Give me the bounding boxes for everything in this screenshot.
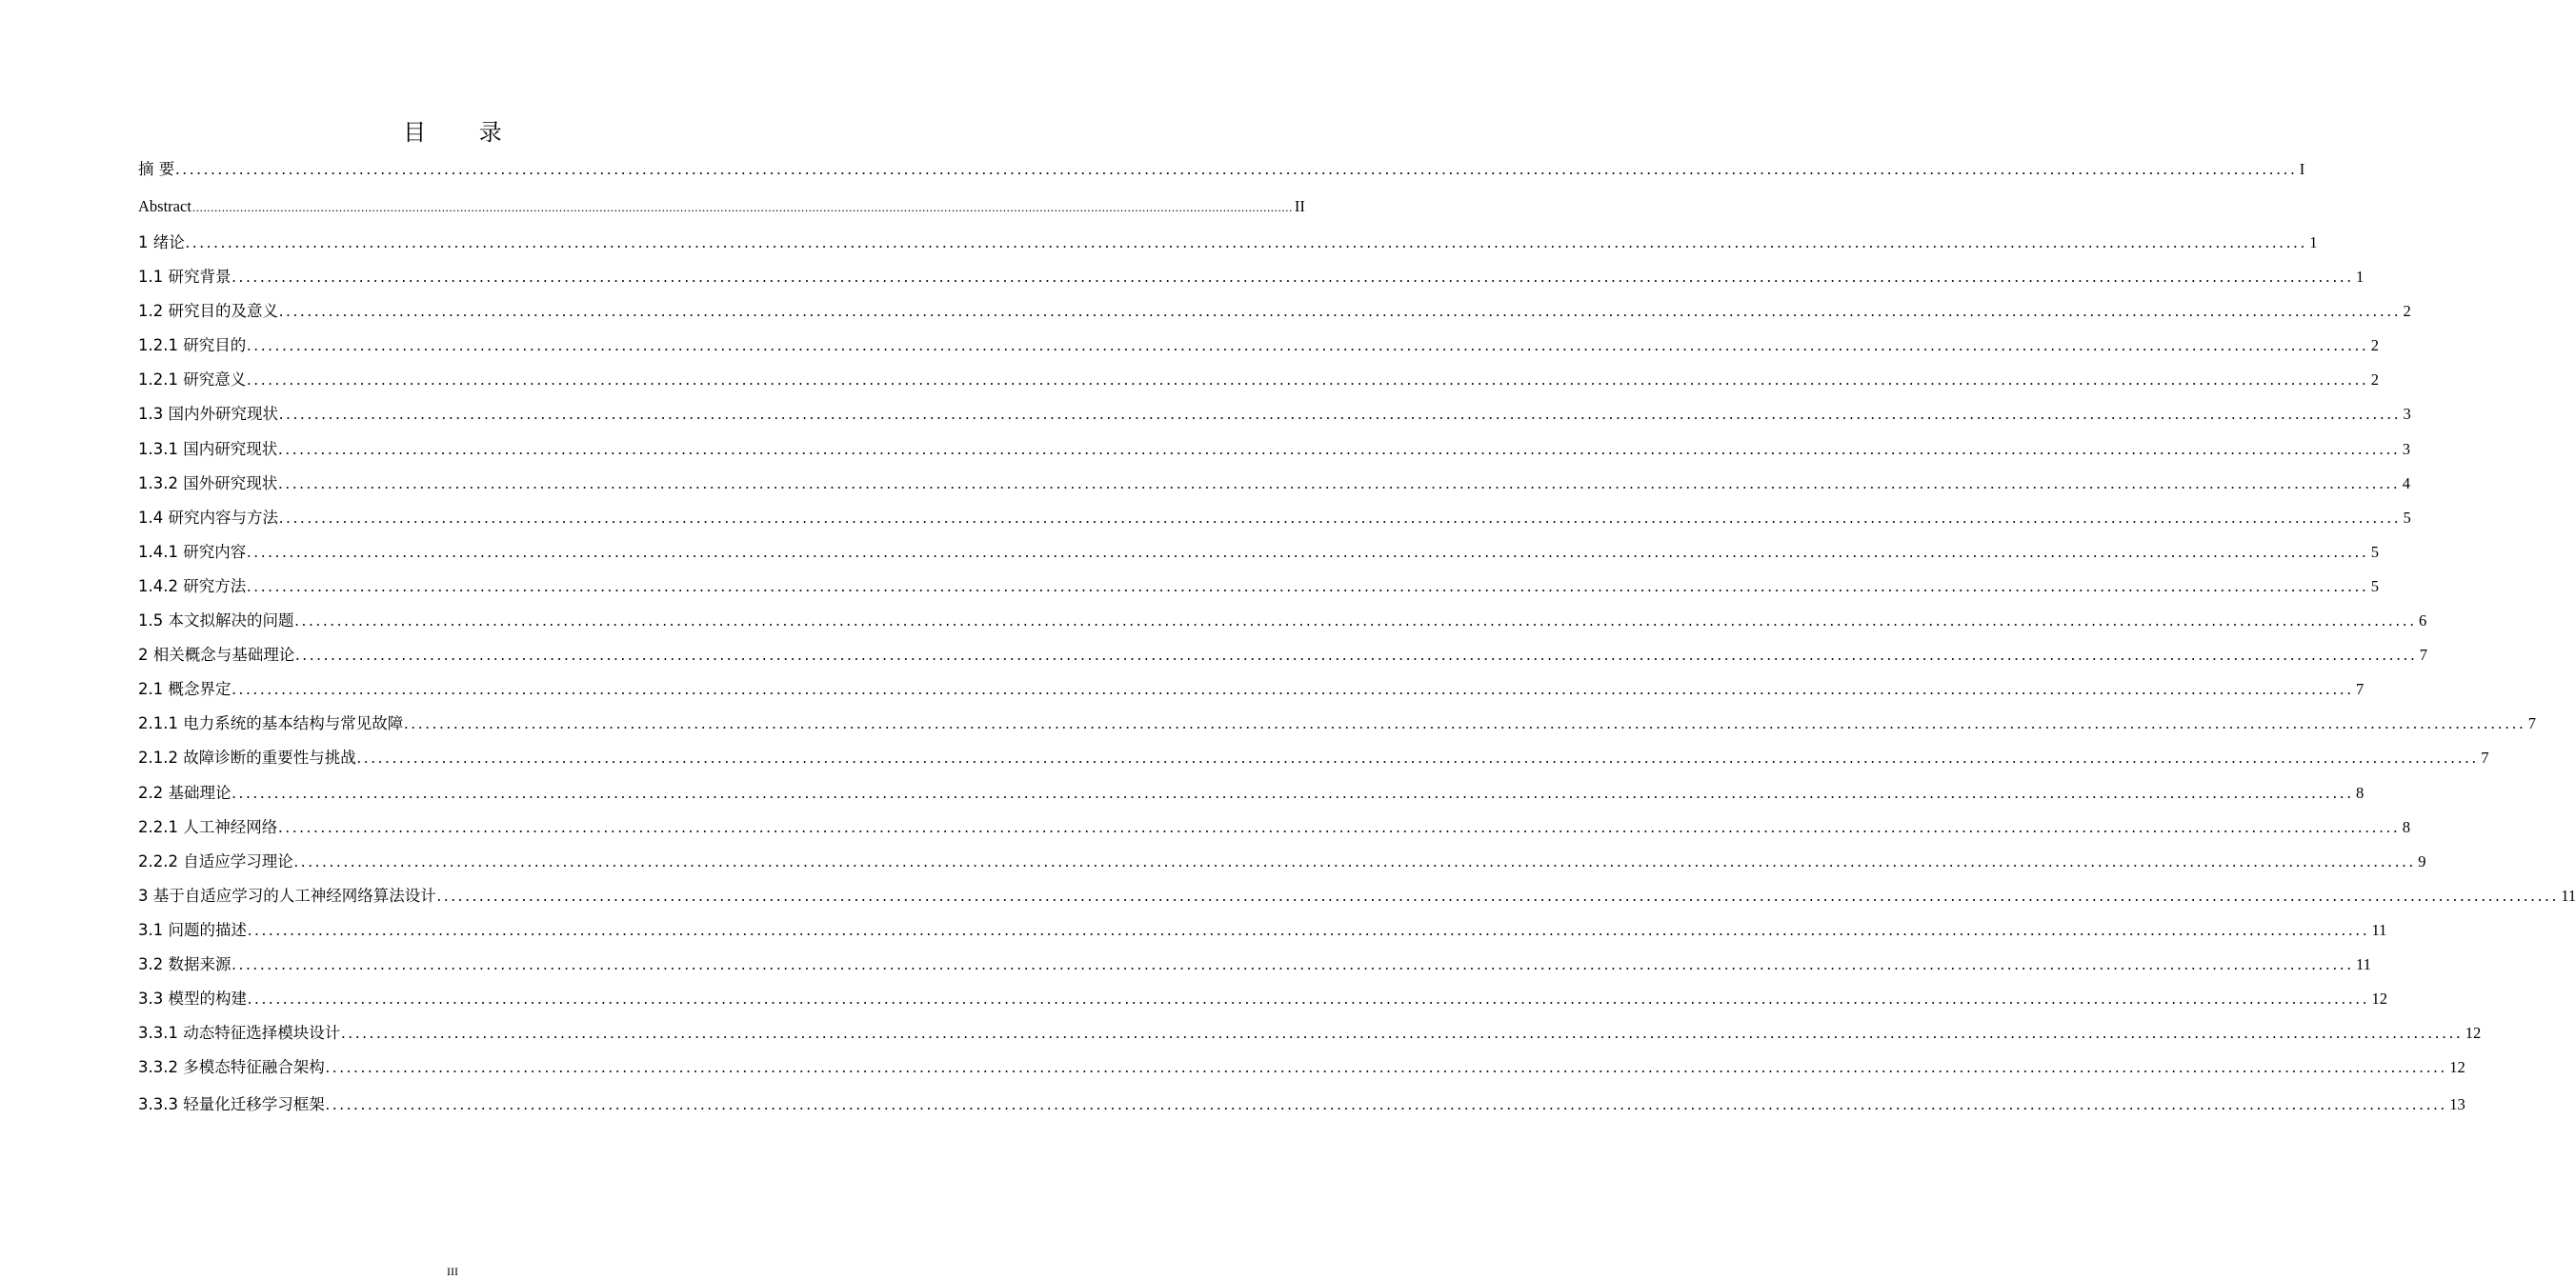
toc-entry-page: II [1294, 196, 1305, 215]
toc-entry-page: 3 [2403, 405, 2411, 424]
toc-entry-page: 7 [2481, 749, 2489, 768]
toc-leader-dots: ............................................................................................................................................................................................................................................................................................................ [248, 920, 2370, 939]
toc-leader-dots: ............................................................................................................................................................................................................................................................................................................ [247, 370, 2369, 390]
toc-leader-dots: ............................................................................................................................................................................................................................................................................................................ [185, 233, 2308, 251]
toc-entry[interactable] [138, 539, 2379, 573]
toc-entry[interactable] [138, 332, 2379, 367]
toc-entry-page: 11 [2371, 920, 2387, 939]
toc-leader-dots: ............................................................................................................................................................................................................................................................................................................ [247, 336, 2369, 355]
toc-entry-label: 1.2.1 研究目的 [138, 336, 247, 355]
toc-entry[interactable] [138, 230, 2318, 264]
toc-leader-dots: ............................................................................................................................................................................................................................................................................................................ [231, 783, 2354, 802]
toc-entry-abstract-cn[interactable] [138, 156, 2305, 193]
toc-entry[interactable] [138, 505, 2411, 539]
toc-entry-abstract-en[interactable] [138, 193, 1305, 230]
toc-entry-page: 12 [2371, 990, 2387, 1009]
toc-leader-dots: ............................................................................................................................................................................................................................................................................................................ [278, 439, 2401, 458]
toc-entry-label: 3.2 数据来源 [138, 954, 231, 973]
toc-entry[interactable] [138, 814, 2410, 849]
toc-leader-dots: ............................................................................................................................................................................................................................................................................................................ [436, 886, 2560, 905]
toc-entry-label: 1.5 本文拟解决的问题 [138, 611, 294, 630]
toc-entry-label: 2.2.2 自适应学习理论 [138, 851, 293, 870]
toc-leader-dots: ............................................................................................................................................................................................................................................................................................................ [278, 817, 2401, 836]
toc-entry[interactable] [138, 780, 2365, 814]
toc-entry-page: 7 [2419, 646, 2427, 665]
toc-entry-label: 2.1.1 电力系统的基本结构与常见故障 [138, 714, 404, 733]
toc-entry-label: 1.1 研究背景 [138, 268, 231, 287]
toc-entry-page: 1 [2309, 233, 2318, 251]
toc-entry-label: 2 相关概念与基础理论 [138, 646, 295, 665]
toc-leader-dots: ............................................................................................................................................................................................................................................................................................................ [278, 473, 2401, 492]
toc-entry[interactable] [138, 470, 2410, 505]
toc-entry-page: 5 [2403, 508, 2411, 527]
toc-entry-page: 5 [2370, 542, 2379, 561]
toc-entry-label: 2.1.2 故障诊断的重要性与挑战 [138, 749, 356, 768]
toc-entry-label: 3.3.3 轻量化迁移学习框架 [138, 1095, 325, 1114]
toc-leader-dots: ............................................................................................................................................................................................................................................................................................................ [356, 749, 2480, 768]
toc-entry-page: 11 [2356, 954, 2371, 973]
toc-entry[interactable] [138, 1020, 2482, 1054]
toc-entry[interactable] [138, 745, 2489, 779]
page-number: III [447, 1265, 458, 1278]
toc-entry-label: 3.1 问题的描述 [138, 920, 247, 939]
toc-leader-dots: ............................................................................................................................................................................................................................................................................................................ [325, 1095, 2448, 1114]
toc-entry-page: 3 [2402, 439, 2410, 458]
toc-leader-dots: ............................................................................................................................................................................................................................................................................................................ [293, 851, 2417, 870]
toc-entry-page: 2 [2370, 370, 2379, 390]
toc-entry[interactable] [138, 1091, 2465, 1126]
toc-leader-dots: ............................................................................................................................................................................................................................................................................................................ [295, 646, 2418, 665]
toc-leader-dots: ............................................................................................................................................................................................................................................................................................................ [294, 611, 2417, 630]
toc-entry-label: 3.3 模型的构建 [138, 990, 247, 1009]
toc-entry-page: 6 [2419, 611, 2427, 630]
toc-entry[interactable] [138, 986, 2387, 1020]
toc-entry-label: 3.3.1 动态特征选择模块设计 [138, 1024, 341, 1043]
toc-entry[interactable] [138, 917, 2387, 951]
toc-entry[interactable] [138, 401, 2411, 435]
toc-entry-page: 4 [2402, 473, 2410, 492]
toc-leader-dots: ............................................................................................................................................................................................................................................................................................................ [279, 302, 2402, 321]
toc-entry-label: 3 基于自适应学习的人工神经网络算法设计 [138, 886, 436, 905]
toc-leader-dots: ............................................................................................................................................................................................................................................................................................................ [231, 680, 2354, 699]
toc-leader-dots: ............................................................................................................................................................................................................................................................................................................ [231, 268, 2354, 287]
toc-entry[interactable] [138, 883, 2576, 917]
toc-entry-page: 7 [2356, 680, 2365, 699]
toc-entry-label: 3.3.2 多模态特征融合架构 [138, 1058, 325, 1077]
toc-leader-dots: ............................................................................................................................................................................................................................................................................................................ [341, 1024, 2464, 1043]
toc-title: 目 录 [403, 119, 525, 146]
toc-leader-dots: ............................................................................................................................................................................................................................................................................................................ [404, 714, 2526, 733]
toc-leader-dots: ............................................................................................................................................................................................................................................................................................................ [247, 542, 2369, 561]
toc-entry-label: 1.4.1 研究内容 [138, 542, 247, 561]
toc-entry-page: 8 [2356, 783, 2365, 802]
toc-entry-page: 9 [2418, 851, 2426, 870]
toc-entry[interactable] [138, 710, 2536, 745]
toc-entry-page: 7 [2527, 714, 2536, 733]
toc-entry-label: 1.2 研究目的及意义 [138, 302, 278, 321]
toc-entry-label: 1.4 研究内容与方法 [138, 508, 278, 527]
toc-entry-label: 2.2.1 人工神经网络 [138, 817, 278, 836]
toc-entry-label: 1.3 国内外研究现状 [138, 405, 278, 424]
toc-entry-label: 1.3.1 国内研究现状 [138, 439, 278, 458]
toc-entry-label: 2.1 概念界定 [138, 680, 231, 699]
toc-leader-dots: ............................................................................................................................................................................................................................................................................................................ [175, 160, 2298, 178]
toc-leader-dots: ............................................................................................................................................................................................................................................................................................................ [191, 199, 1293, 214]
toc-entry[interactable] [138, 849, 2426, 883]
toc-entry-label: Abstract [138, 196, 191, 215]
toc-entry[interactable] [138, 608, 2427, 642]
toc-entry[interactable] [138, 264, 2365, 298]
toc-leader-dots: ............................................................................................................................................................................................................................................................................................................ [247, 576, 2369, 595]
toc-leader-dots: ............................................................................................................................................................................................................................................................................................................ [248, 990, 2370, 1009]
toc-entry-page: 2 [2370, 336, 2379, 355]
table-of-contents [138, 156, 2576, 1126]
toc-entry[interactable] [138, 367, 2379, 401]
toc-entry-page: I [2299, 160, 2305, 178]
toc-leader-dots: ............................................................................................................................................................................................................................................................................................................ [279, 508, 2402, 527]
toc-entry-page: 1 [2356, 268, 2365, 287]
toc-entry-page: 11 [2561, 886, 2576, 905]
toc-entry-label: 1.4.2 研究方法 [138, 576, 247, 595]
toc-entry-label: 1.2.1 研究意义 [138, 370, 247, 390]
toc-entry[interactable] [138, 1054, 2465, 1089]
toc-entry-page: 2 [2403, 302, 2411, 321]
toc-entry-label: 2.2 基础理论 [138, 783, 231, 802]
toc-entry-page: 13 [2449, 1095, 2465, 1114]
toc-entry-label: 摘 要 [138, 160, 175, 178]
toc-entry[interactable] [138, 298, 2411, 332]
toc-entry[interactable] [138, 573, 2379, 608]
toc-entry-page: 5 [2370, 576, 2379, 595]
toc-entry-page: 8 [2402, 817, 2410, 836]
toc-leader-dots: ............................................................................................................................................................................................................................................................................................................ [279, 405, 2402, 424]
toc-leader-dots: ............................................................................................................................................................................................................................................................................................................ [231, 954, 2354, 973]
toc-entry-label: 1.3.2 国外研究现状 [138, 473, 278, 492]
toc-entry-page: 12 [2449, 1058, 2465, 1077]
toc-entry-label: 1 绪论 [138, 233, 185, 251]
toc-entry[interactable] [138, 951, 2371, 986]
toc-entry[interactable] [138, 676, 2365, 710]
toc-entry[interactable] [138, 436, 2410, 470]
toc-entry[interactable] [138, 642, 2427, 676]
toc-leader-dots: ............................................................................................................................................................................................................................................................................................................ [325, 1058, 2448, 1077]
toc-entry-page: 12 [2465, 1024, 2482, 1043]
